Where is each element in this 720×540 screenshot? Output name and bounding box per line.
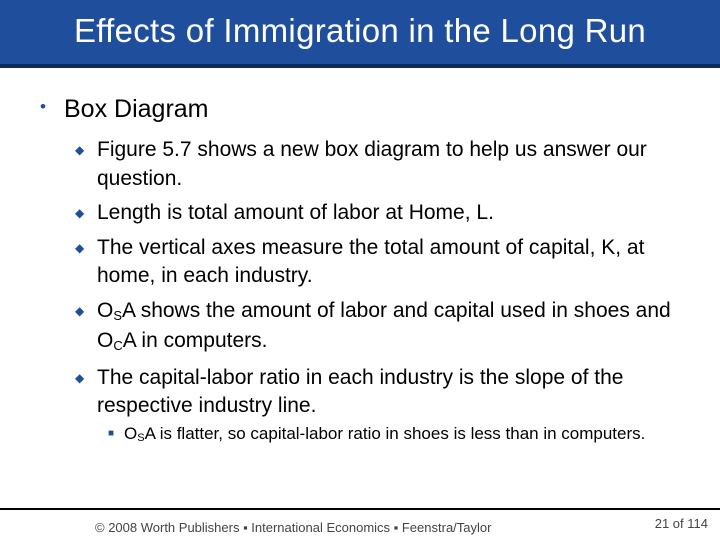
diamond-bullet-icon: ◆ — [75, 303, 85, 318]
item-text: The capital-labor ratio in each industry is the slope of the respective industry line. — [97, 365, 624, 417]
slide-title: Effects of Immigration in the Long Run — [73, 12, 647, 49]
footer-divider — [0, 508, 720, 510]
sub-text-post: A is flatter, so capital-labor ratio in shoes is less than in computers. — [144, 424, 646, 443]
list-item — [75, 199, 695, 228]
item-text-mid: A shows the amount of labor and capital used in shoes and O — [97, 298, 671, 352]
list-item — [75, 136, 695, 193]
list-item — [75, 297, 695, 358]
diamond-bullet-icon: ◆ — [75, 206, 85, 220]
diamond-bullet-icon: ◆ — [75, 370, 85, 385]
diamond-bullet-icon: ◆ — [75, 240, 85, 255]
page-number: 21 of 114 — [654, 516, 708, 531]
diamond-bullet-icon: ◆ — [75, 143, 85, 157]
bullet-list — [75, 136, 695, 427]
item-text-post: A in computers. — [122, 329, 268, 352]
subscript-s: S — [137, 432, 145, 444]
item-text: Length is total amount of labor at Home, L. — [97, 201, 494, 224]
item-text-pre: O — [97, 298, 114, 322]
sub-text-pre: O — [124, 424, 138, 443]
subscript-s: S — [113, 307, 123, 323]
bullet-dot-icon: • — [40, 97, 46, 116]
item-text: Figure 5.7 shows a new box diagram to help us answer our question. — [97, 138, 647, 190]
list-item — [75, 364, 695, 421]
section-heading: Box Diagram — [64, 95, 209, 123]
item-text: The vertical axes measure the total amount of capital, K, at home, in each industry. — [97, 235, 645, 287]
footer-credit: © 2008 Worth Publishers ▪ International Economics ▪ Feenstra/Taylor — [95, 520, 492, 535]
subscript-c: C — [113, 338, 123, 353]
title-bar — [0, 0, 720, 68]
square-bullet-icon: ■ — [108, 428, 115, 439]
sub-bullet — [108, 422, 684, 448]
list-item — [75, 234, 695, 291]
